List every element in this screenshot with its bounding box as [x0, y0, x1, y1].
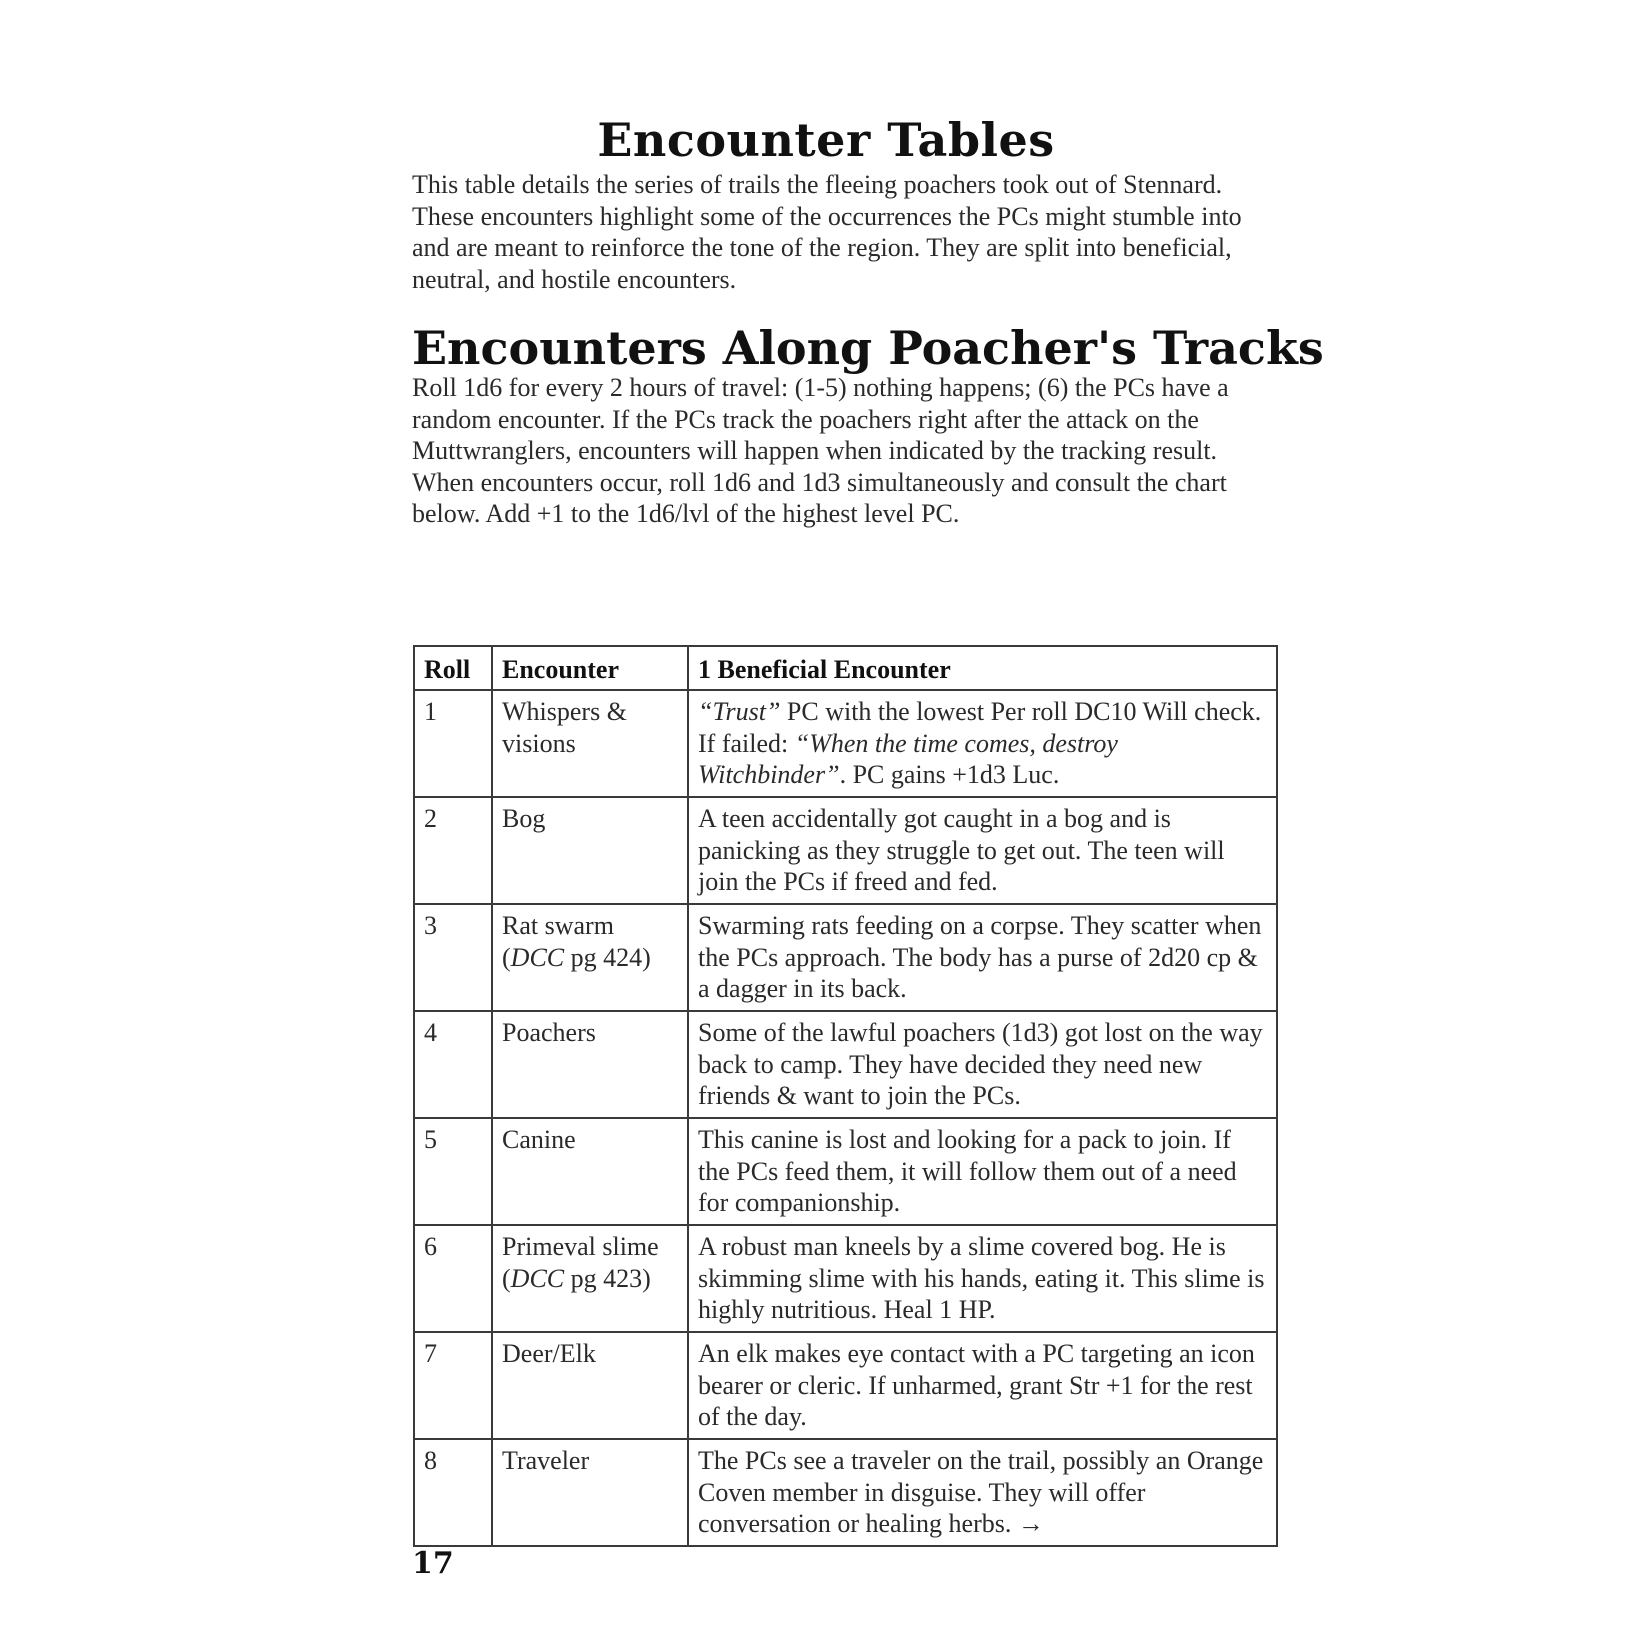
- table-row: [414, 797, 1277, 904]
- description-text: . PC gains +1d3 Luc.: [839, 760, 1060, 790]
- table-row: [414, 1225, 1277, 1332]
- roll-cell: 4: [414, 1011, 492, 1118]
- description-cell: [688, 690, 1277, 797]
- encounter-text: pg 424): [564, 942, 651, 972]
- header-description: 1 Beneficial Encounter: [688, 646, 1277, 690]
- section-heading: Encounters Along Poacher's Tracks: [412, 321, 1324, 375]
- book-reference: DCC: [510, 1263, 565, 1293]
- table-row: [414, 1439, 1277, 1546]
- encounter-text: Primeval slime (: [502, 1232, 659, 1293]
- description-cell: A robust man kneels by a slime covered bog. He is skimming slime with his hands, eating it. This slime is highly nutritious. Heal 1 HP.: [688, 1225, 1277, 1332]
- encounter-text: pg 423): [564, 1263, 651, 1293]
- table-row: [414, 1011, 1277, 1118]
- table-row: [414, 1118, 1277, 1225]
- description-cell: The PCs see a traveler on the trail, possibly an Orange Coven member in disguise. They will offer conversation or healing herbs. →: [688, 1439, 1277, 1546]
- roll-cell: 3: [414, 904, 492, 1011]
- table-header-row: [414, 646, 1277, 690]
- description-text: PC with the lowest Per roll DC10 Will check. If failed:: [698, 697, 1262, 758]
- description-cell: This canine is lost and looking for a pack to join. If the PCs feed them, it will follow them out of a need for companionship.: [688, 1118, 1277, 1225]
- table-row: [414, 904, 1277, 1011]
- quote-trust: “Trust”: [698, 697, 781, 726]
- roll-cell: 7: [414, 1332, 492, 1439]
- description-cell: Some of the lawful poachers (1d3) got lost on the way back to camp. They have decided they need new friends & want to join the PCs.: [688, 1011, 1277, 1118]
- roll-cell: 6: [414, 1225, 492, 1332]
- encounter-cell: Bog: [492, 797, 688, 904]
- description-cell: Swarming rats feeding on a corpse. They scatter when the PCs approach. The body has a purse of 2d20 cp & a dagger in its back.: [688, 904, 1277, 1011]
- encounter-table: [413, 645, 1278, 1547]
- roll-cell: 2: [414, 797, 492, 904]
- roll-cell: 8: [414, 1439, 492, 1546]
- roll-cell: 1: [414, 690, 492, 797]
- encounter-cell: Whispers & visions: [492, 690, 688, 797]
- encounter-cell: Canine: [492, 1118, 688, 1225]
- roll-cell: 5: [414, 1118, 492, 1225]
- description-cell: A teen accidentally got caught in a bog and is panicking as they struggle to get out. The teen will join the PCs if freed and fed.: [688, 797, 1277, 904]
- intro-paragraph: This table details the series of trails the fleeing poachers took out of Stennard. These encounters highlight some of the occurrences the PCs might stumble into and are meant to reinforce the tone of the region. They are split into beneficial, neutral, and hostile encounters.: [412, 170, 1242, 294]
- page-number: 17: [412, 1546, 454, 1581]
- encounter-cell: Deer/Elk: [492, 1332, 688, 1439]
- encounter-cell: Poachers: [492, 1011, 688, 1118]
- table-row: [414, 1332, 1277, 1439]
- table-row: [414, 690, 1277, 797]
- book-reference: DCC: [510, 942, 565, 972]
- description-cell: An elk makes eye contact with a PC targeting an icon bearer or cleric. If unharmed, grant Str +1 for the rest of the day.: [688, 1332, 1277, 1439]
- header-encounter: Encounter: [492, 646, 688, 690]
- encounter-cell: Traveler: [492, 1439, 688, 1546]
- header-roll: Roll: [414, 646, 492, 690]
- rules-paragraph: Roll 1d6 for every 2 hours of travel: (1-5) nothing happens; (6) the PCs have a random encounter. If the PCs track the poachers right after the attack on the Muttwranglers, encounters will happen when indicated by the tracking result. When encounters occur, roll 1d6 and 1d3 simultaneously and consult the chart below. Add +1 to the 1d6/lvl of the highest level PC.: [412, 373, 1229, 529]
- quote-witchbinder: “When the time comes, destroy Witchbinder”: [698, 728, 1118, 790]
- encounter-text: Rat swarm (: [502, 911, 614, 972]
- page-title: Encounter Tables: [597, 113, 1055, 167]
- encounter-cell: [492, 904, 688, 1011]
- encounter-cell: [492, 1225, 688, 1332]
